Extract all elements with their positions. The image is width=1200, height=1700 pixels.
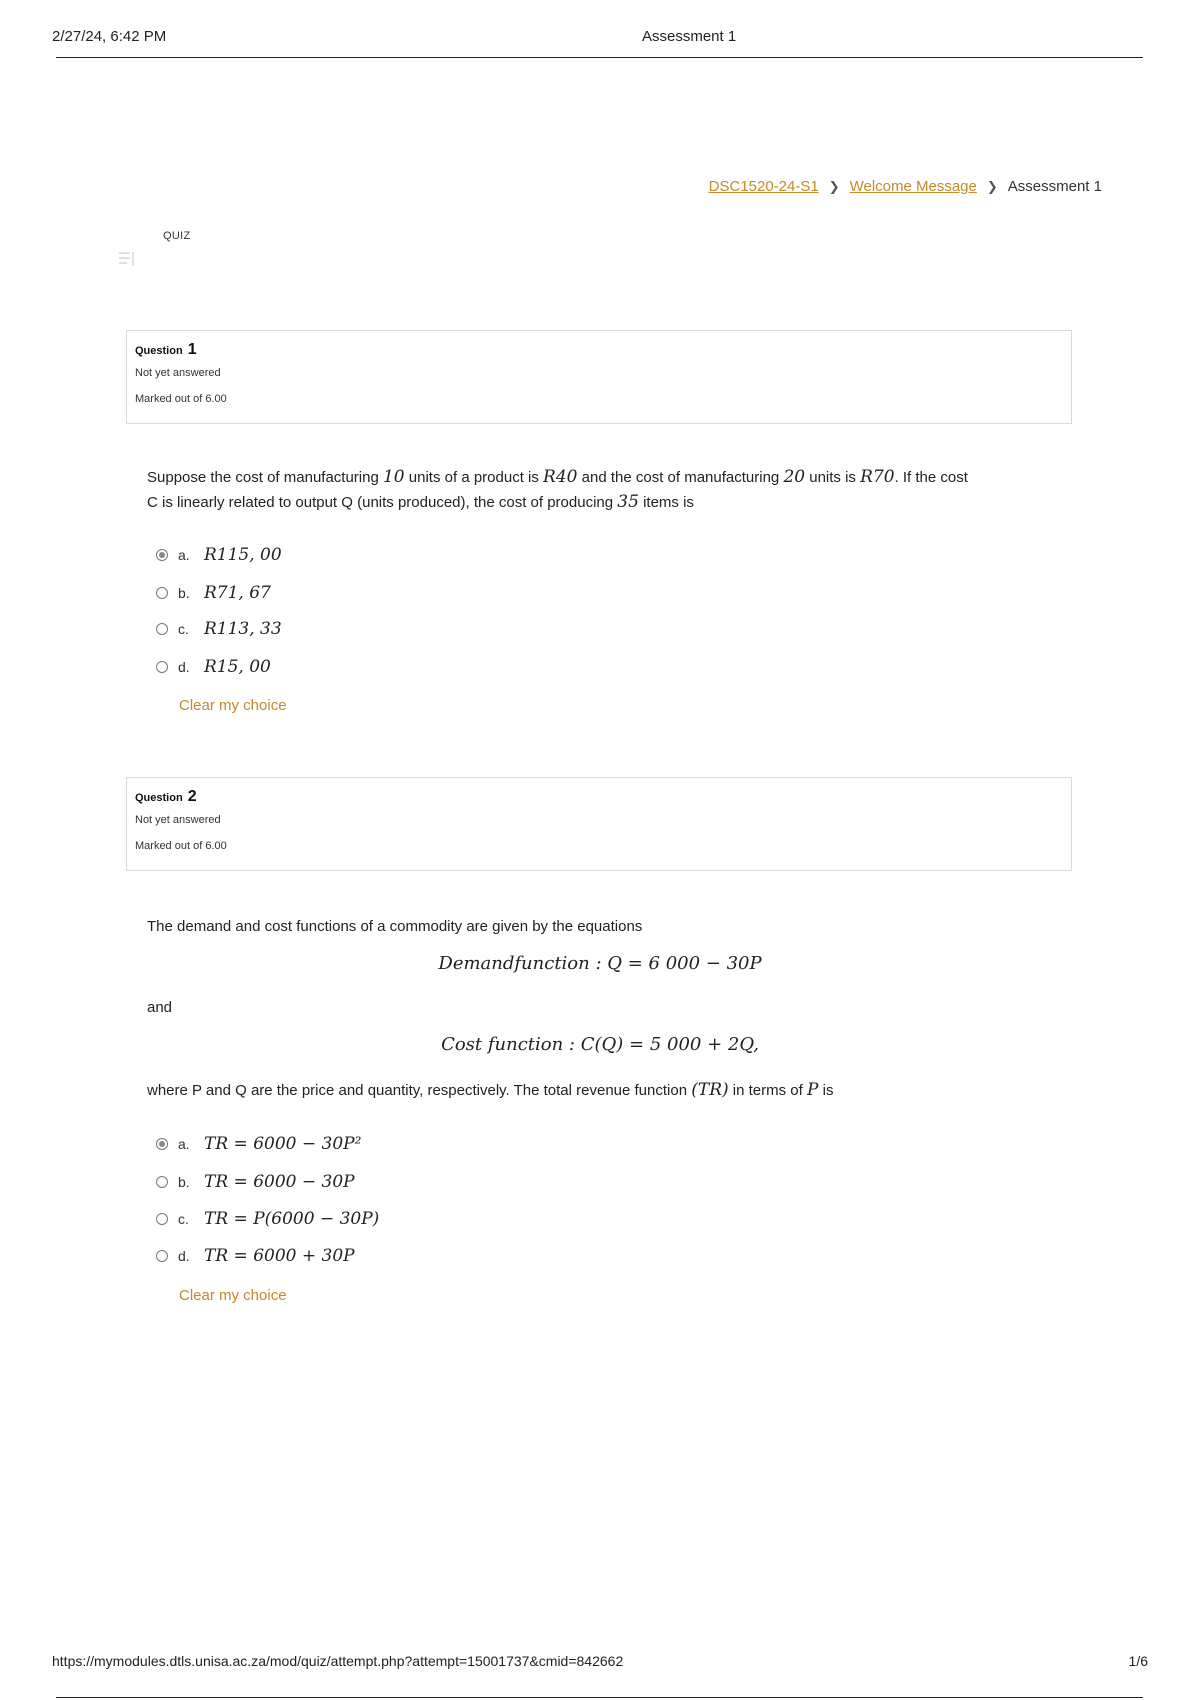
text-part: Suppose the cost of manufacturing <box>147 469 383 486</box>
text-part: is <box>818 1082 834 1099</box>
breadcrumb <box>709 178 1102 195</box>
question-label: Question <box>135 792 183 804</box>
breadcrumb-section-link[interactable]: Welcome Message <box>849 178 977 195</box>
text-part: . If the cost <box>894 469 968 486</box>
option-value: TR = 6000 − 30P <box>204 1172 355 1192</box>
question-2-mark: Marked out of 6.00 <box>135 840 227 852</box>
radio-icon[interactable] <box>156 1250 168 1262</box>
question-2-info <box>126 777 1072 871</box>
print-page-number: 1/6 <box>1128 1653 1148 1669</box>
option-letter: b. <box>178 585 190 601</box>
math-value: 10 <box>382 467 405 487</box>
question-1-option-a[interactable] <box>156 545 282 565</box>
text-part: in terms of <box>728 1082 807 1099</box>
chevron-right-icon: ❯ <box>828 178 840 194</box>
footer-divider <box>56 1697 1143 1698</box>
radio-icon[interactable] <box>156 587 168 599</box>
question-2-text <box>147 1078 1047 1103</box>
question-2-intro: The demand and cost functions of a commodity are given by the equations <box>147 918 643 935</box>
option-letter: a. <box>178 1136 190 1152</box>
breadcrumb-current: Assessment 1 <box>1007 178 1102 195</box>
math-value: R70 <box>860 467 895 487</box>
question-2-state: Not yet answered <box>135 814 221 826</box>
question-1-state: Not yet answered <box>135 367 221 379</box>
option-value: TR = 6000 + 30P <box>204 1246 355 1266</box>
option-letter: d. <box>178 659 190 675</box>
question-1-number <box>135 341 1063 359</box>
text-part: items is <box>638 494 694 511</box>
option-letter: d. <box>178 1248 190 1264</box>
question-1-mark: Marked out of 6.00 <box>135 393 227 405</box>
radio-selected-icon[interactable] <box>156 1138 168 1150</box>
text-part: and the cost of manufacturing <box>577 469 784 486</box>
option-value: R115, 00 <box>204 545 282 565</box>
print-datetime: 2/27/24, 6:42 PM <box>52 28 167 45</box>
option-value: R113, 33 <box>204 619 282 639</box>
math-value: 35 <box>617 492 639 512</box>
cost-equation: Cost function : C(Q) = 5 000 + 2Q, <box>441 1034 759 1055</box>
header-divider <box>56 57 1143 58</box>
quiz-icon <box>118 250 136 268</box>
question-2-option-b[interactable] <box>156 1172 355 1192</box>
option-letter: c. <box>178 1211 189 1227</box>
question-2-option-d[interactable] <box>156 1246 355 1266</box>
radio-icon[interactable] <box>156 661 168 673</box>
option-value: R71, 67 <box>204 583 271 603</box>
question-label: Question <box>135 345 183 357</box>
math-value: R40 <box>543 467 578 487</box>
text-part: C is linearly related to output Q (units produced), the cost of producing <box>147 494 618 511</box>
clear-choice-link-q1[interactable]: Clear my choice <box>179 697 287 714</box>
clear-choice-link-q2[interactable]: Clear my choice <box>179 1287 287 1304</box>
print-title: Assessment 1 <box>642 28 737 45</box>
question-1-option-b[interactable] <box>156 583 271 603</box>
text-part: units is <box>805 469 861 486</box>
question-1-option-c[interactable] <box>156 619 282 639</box>
math-value: (TR) <box>691 1080 729 1100</box>
chevron-right-icon: ❯ <box>986 178 998 194</box>
question-1-info <box>126 330 1072 424</box>
breadcrumb-course-link[interactable]: DSC1520-24-S1 <box>708 178 819 195</box>
activity-type-label: QUIZ <box>163 230 191 242</box>
question-2-and: and <box>147 999 173 1016</box>
text-part: units of a product is <box>404 469 544 486</box>
question-number: 1 <box>187 341 197 358</box>
option-value: R15, 00 <box>204 657 271 677</box>
question-2-option-a[interactable] <box>156 1134 361 1154</box>
question-2-number <box>135 788 1063 806</box>
question-1-option-d[interactable] <box>156 657 271 677</box>
radio-icon[interactable] <box>156 623 168 635</box>
question-number: 2 <box>187 788 197 805</box>
question-1-text <box>147 465 1047 515</box>
math-value: 20 <box>783 467 806 487</box>
question-2-option-c[interactable] <box>156 1209 379 1229</box>
radio-icon[interactable] <box>156 1213 168 1225</box>
text-part: where P and Q are the price and quantity, respectively. The total revenue function <box>147 1082 692 1099</box>
option-letter: b. <box>178 1174 190 1190</box>
print-footer-url: https://mymodules.dtls.unisa.ac.za/mod/quiz/attempt.php?attempt=15001737&cmid=842662 <box>52 1653 624 1669</box>
option-letter: c. <box>178 621 189 637</box>
option-letter: a. <box>178 547 190 563</box>
option-value: TR = P(6000 − 30P) <box>204 1209 380 1229</box>
radio-selected-icon[interactable] <box>156 549 168 561</box>
option-value: TR = 6000 − 30P² <box>204 1134 362 1154</box>
radio-icon[interactable] <box>156 1176 168 1188</box>
math-value: P <box>806 1080 819 1100</box>
demand-equation: Demandfunction : Q = 6 000 − 30P <box>438 953 762 974</box>
